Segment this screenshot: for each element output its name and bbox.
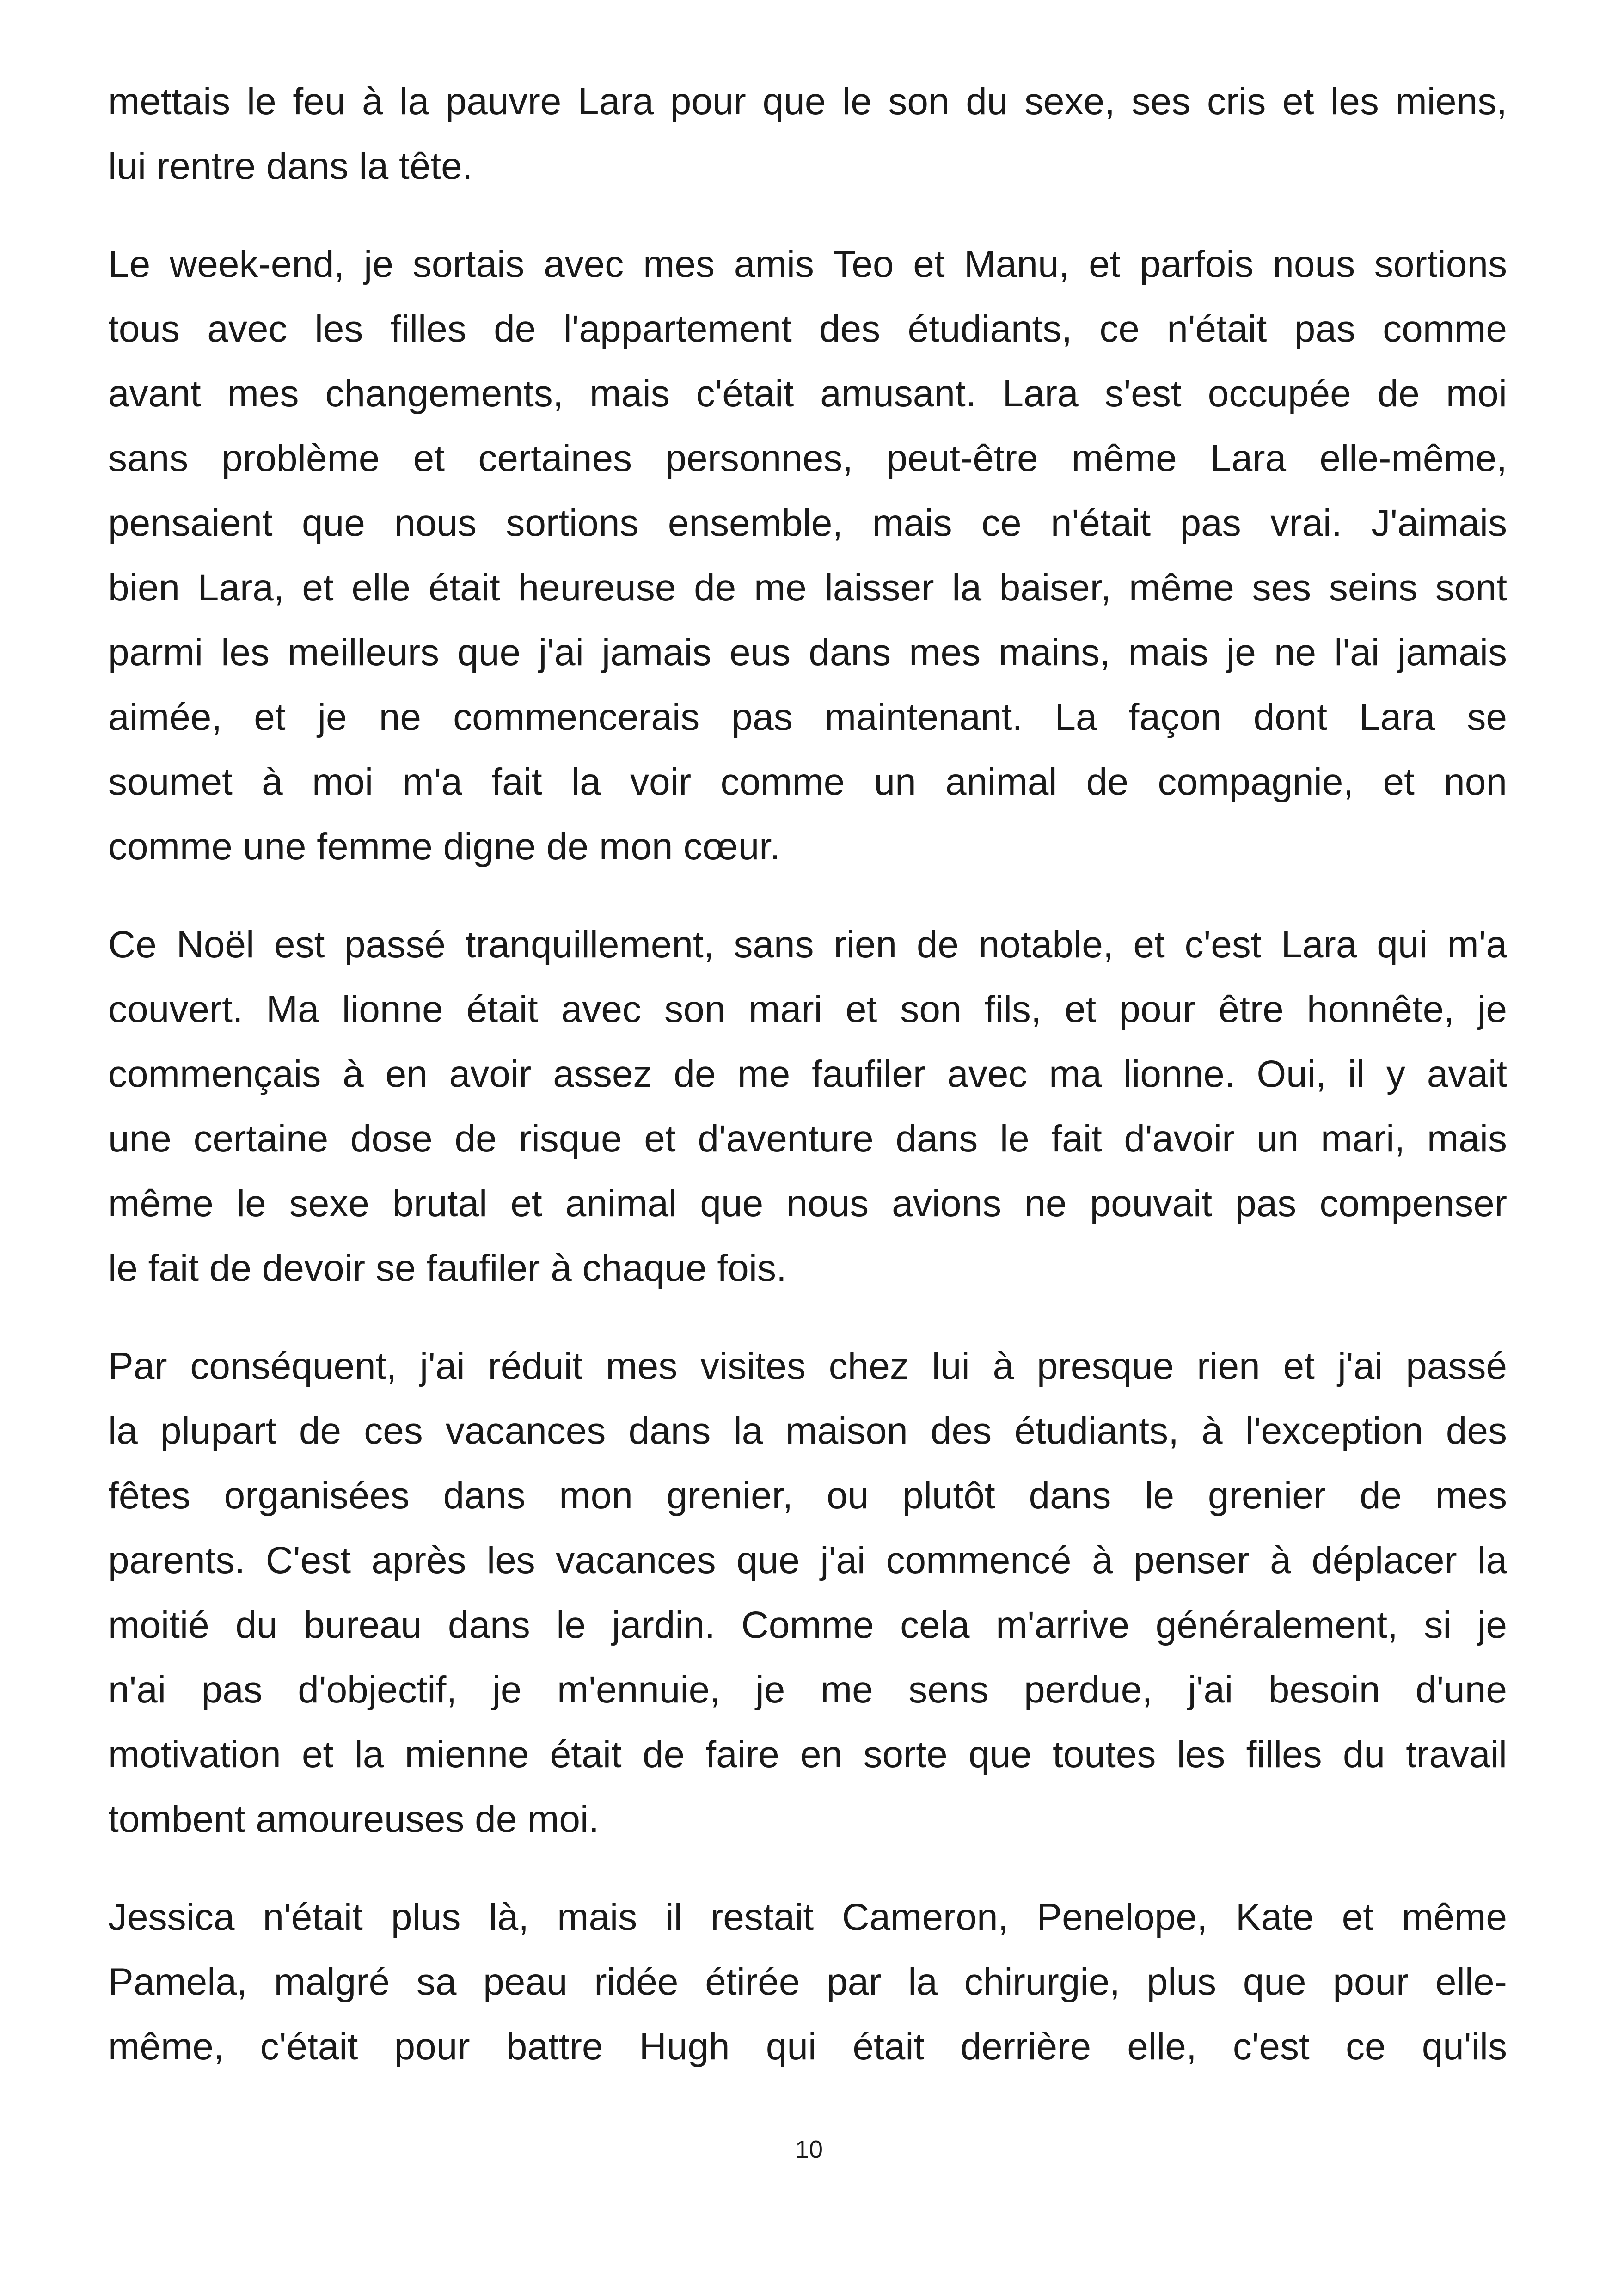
text-line: parents. C'est après les vacances que j'ai commencé à penser à déplacer la (108, 1539, 1507, 1581)
text-line: soumet à moi m'a fait la voir comme un animal de compagnie, et non (108, 761, 1507, 803)
text-line: le fait de devoir se faufiler à chaque fois. (108, 1247, 787, 1289)
text-line: pensaient que nous sortions ensemble, mais ce n'était pas vrai. J'aimais (108, 502, 1507, 544)
text-line: Jessica n'était plus là, mais il restait Cameron, Penelope, Kate et même (108, 1896, 1507, 1938)
paragraph (108, 232, 1507, 879)
paragraph (108, 69, 1507, 199)
text-line: Ce Noël est passé tranquillement, sans rien de notable, et c'est Lara qui m'a (108, 924, 1507, 966)
text-line: une certaine dose de risque et d'aventure dans le fait d'avoir un mari, mais (108, 1118, 1507, 1160)
text-line: sans problème et certaines personnes, peut-être même Lara elle-même, (108, 437, 1507, 479)
text-line: tous avec les filles de l'appartement des étudiants, ce n'était pas comme (108, 308, 1507, 350)
text-line: lui rentre dans la tête. (108, 145, 473, 187)
page-number: 10 (795, 2136, 823, 2163)
paragraph (108, 1334, 1507, 1852)
text-line: même, c'était pour battre Hugh qui était derrière elle, c'est ce qu'ils (108, 2026, 1507, 2068)
body-text (108, 69, 1507, 2112)
text-line: Par conséquent, j'ai réduit mes visites chez lui à presque rien et j'ai passé (108, 1345, 1507, 1387)
text-line: parmi les meilleurs que j'ai jamais eus dans mes mains, mais je ne l'ai jamais (108, 631, 1507, 673)
text-line: fêtes organisées dans mon grenier, ou plutôt dans le grenier de mes (108, 1475, 1507, 1517)
text-line: motivation et la mienne était de faire en sorte que toutes les filles du travail (108, 1733, 1507, 1776)
text-line: Pamela, malgré sa peau ridée étirée par la chirurgie, plus que pour elle- (108, 1961, 1507, 2003)
paragraph (108, 1885, 1507, 2079)
text-line: moitié du bureau dans le jardin. Comme cela m'arrive généralement, si je (108, 1604, 1507, 1646)
text-line: commençais à en avoir assez de me faufiler avec ma lionne. Oui, il y avait (108, 1053, 1507, 1095)
text-line: la plupart de ces vacances dans la maison des étudiants, à l'exception des (108, 1410, 1507, 1452)
text-line: avant mes changements, mais c'était amusant. Lara s'est occupée de moi (108, 373, 1507, 415)
text-line: même le sexe brutal et animal que nous avions ne pouvait pas compenser (108, 1182, 1507, 1225)
text-line: comme une femme digne de mon cœur. (108, 826, 780, 868)
text-line: couvert. Ma lionne était avec son mari et son fils, et pour être honnête, je (108, 988, 1507, 1030)
text-line: n'ai pas d'objectif, je m'ennuie, je me sens perdue, j'ai besoin d'une (108, 1669, 1507, 1711)
text-line: aimée, et je ne commencerais pas maintenant. La façon dont Lara se (108, 696, 1507, 738)
paragraph (108, 912, 1507, 1301)
text-line: bien Lara, et elle était heureuse de me laisser la baiser, même ses seins sont (108, 567, 1507, 609)
text-line: Le week-end, je sortais avec mes amis Teo et Manu, et parfois nous sortions (108, 243, 1507, 285)
text-line: mettais le feu à la pauvre Lara pour que le son du sexe, ses cris et les miens, (108, 80, 1507, 122)
text-line: tombent amoureuses de moi. (108, 1798, 599, 1840)
